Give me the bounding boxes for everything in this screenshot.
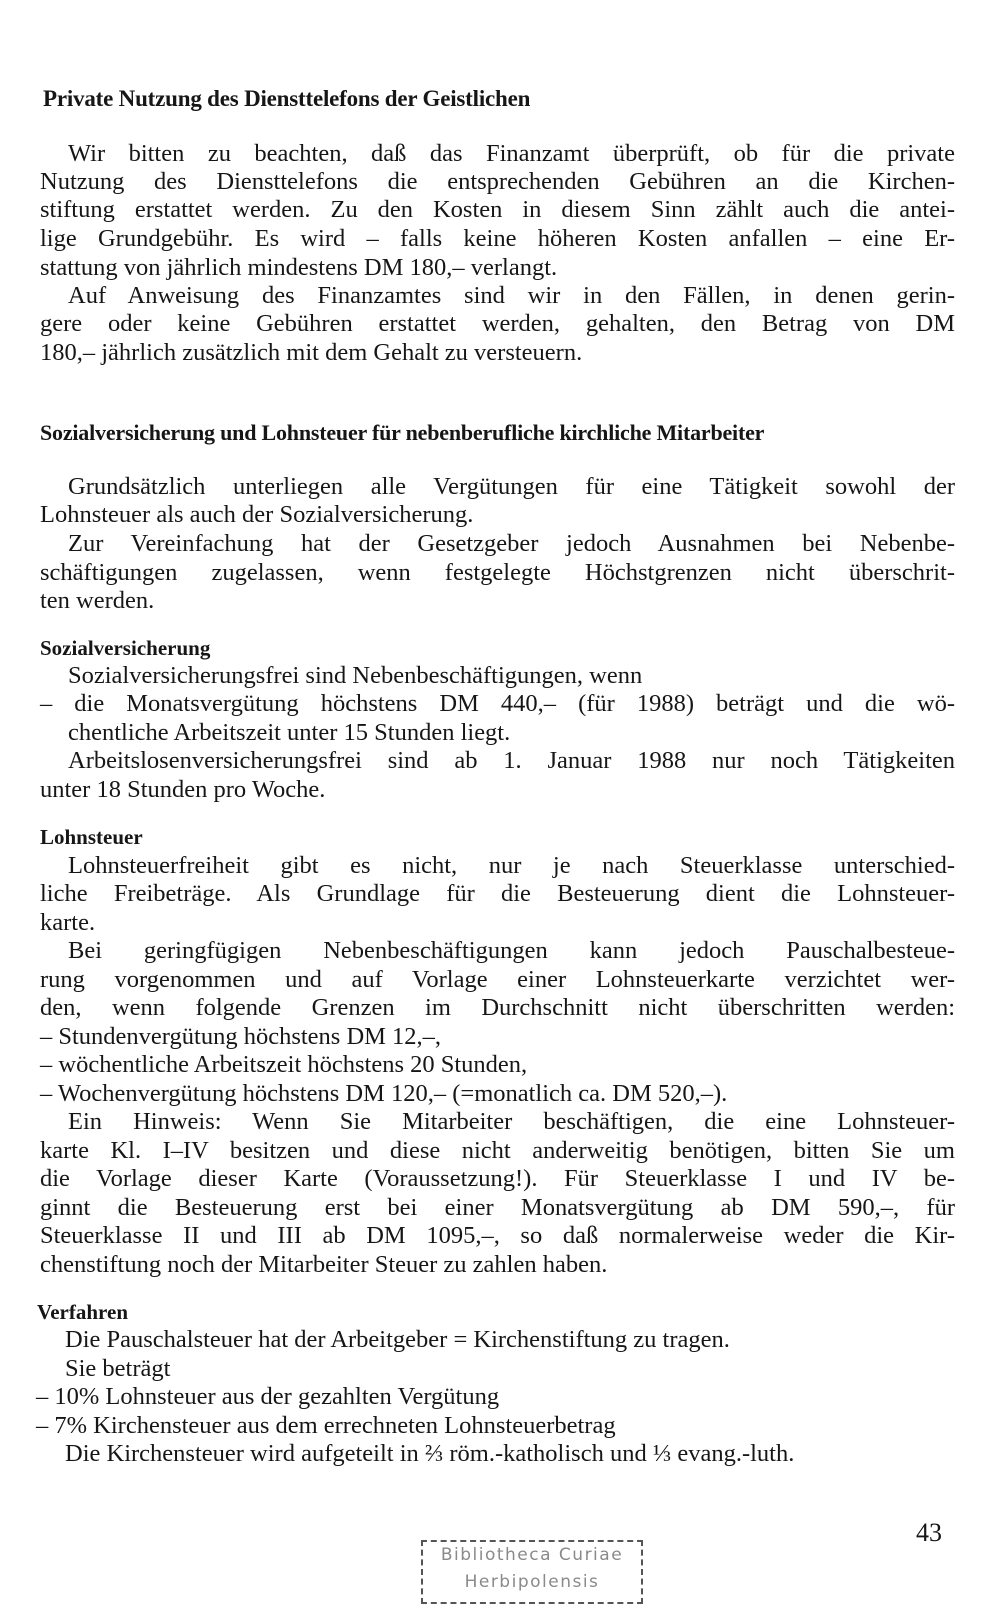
- paragraph-line: – die Monatsvergütung höchstens DM 440,– (für 1988) beträgt und die wö-: [40, 690, 955, 717]
- paragraph-line: Grundsätzlich unterliegen alle Vergütungen für eine Tätigkeit sowohl der: [68, 473, 955, 500]
- list-item: – Wochenvergütung höchstens DM 120,– (=monatlich ca. DM 520,–).: [40, 1080, 728, 1107]
- heading-sozialversicherung-lohnsteuer: Sozialversicherung und Lohnsteuer für nebenberufliche kirchliche Mitarbeiter: [40, 420, 765, 445]
- paragraph-line: lige Grundgebühr. Es wird – falls keine höheren Kosten anfallen – eine Er-: [40, 225, 955, 252]
- paragraph-line: Nutzung des Diensttelefons die entsprechenden Gebühren an die Kirchen-: [40, 168, 955, 195]
- library-stamp: [421, 1540, 643, 1604]
- heading-diensttelefon: Private Nutzung des Diensttelefons der Geistlichen: [43, 86, 531, 111]
- list-item: – 10% Lohnsteuer aus der gezahlten Vergütung: [36, 1383, 500, 1410]
- paragraph-line: chenstiftung noch der Mitarbeiter Steuer zu zahlen haben.: [40, 1251, 608, 1278]
- paragraph-line: 180,– jährlich zusätzlich mit dem Gehalt zu versteuern.: [40, 339, 583, 366]
- list-item: – wöchentliche Arbeitszeit höchstens 20 Stunden,: [40, 1051, 528, 1078]
- paragraph-line: Sozialversicherungsfrei sind Nebenbeschäftigungen, wenn: [68, 662, 643, 689]
- list-item: – Stundenvergütung höchstens DM 12,–,: [40, 1023, 442, 1050]
- paragraph-line: ginnt die Besteuerung erst bei einer Monatsvergütung ab DM 590,–, für: [40, 1194, 955, 1221]
- subheading-sozialversicherung: Sozialversicherung: [40, 636, 211, 660]
- paragraph-line: Steuerklasse II und III ab DM 1095,–, so daß normalerweise weder die Kir-: [40, 1222, 955, 1249]
- paragraph-line: chentliche Arbeitszeit unter 15 Stunden liegt.: [68, 719, 511, 746]
- paragraph-line: Lohnsteuer als auch der Sozialversicherung.: [40, 501, 474, 528]
- paragraph-line: stattung von jährlich mindestens DM 180,– verlangt.: [40, 254, 558, 281]
- stamp-line: Herbipolensis: [464, 1572, 600, 1592]
- paragraph-line: Die Kirchensteuer wird aufgeteilt in ⅔ röm.-katholisch und ⅓ evang.-luth.: [65, 1440, 795, 1467]
- paragraph-line: die Vorlage dieser Karte (Voraussetzung!). Für Steuerklasse I und IV be-: [40, 1165, 955, 1192]
- paragraph-line: Lohnsteuerfreiheit gibt es nicht, nur je nach Steuerklasse unterschied-: [68, 852, 955, 879]
- paragraph-line: Zur Vereinfachung hat der Gesetzgeber jedoch Ausnahmen bei Nebenbe-: [68, 530, 955, 557]
- paragraph-line: karte.: [40, 909, 96, 936]
- paragraph-line: Arbeitslosenversicherungsfrei sind ab 1. Januar 1988 nur noch Tätigkeiten: [68, 747, 955, 774]
- paragraph-line: schäftigungen zugelassen, wenn festgelegte Höchstgrenzen nicht überschrit-: [40, 559, 955, 586]
- paragraph-line: unter 18 Stunden pro Woche.: [40, 776, 326, 803]
- paragraph-line: rung vorgenommen und auf Vorlage einer Lohnsteuerkarte verzichtet wer-: [40, 966, 955, 993]
- paragraph-line: ten werden.: [40, 587, 155, 614]
- paragraph-line: stiftung erstattet werden. Zu den Kosten in diesem Sinn zählt auch die antei-: [40, 196, 955, 223]
- paragraph-line: karte Kl. I–IV besitzen und diese nicht anderweitig benötigen, bitten Sie um: [40, 1137, 955, 1164]
- subheading-verfahren: Verfahren: [37, 1300, 128, 1324]
- paragraph-line: Ein Hinweis: Wenn Sie Mitarbeiter beschäftigen, die eine Lohnsteuer-: [68, 1108, 955, 1135]
- paragraph-line: Wir bitten zu beachten, daß das Finanzamt überprüft, ob für die private: [68, 140, 955, 167]
- subheading-lohnsteuer: Lohnsteuer: [40, 825, 143, 849]
- paragraph-line: den, wenn folgende Grenzen im Durchschnitt nicht überschritten werden:: [40, 994, 955, 1021]
- list-item: – 7% Kirchensteuer aus dem errechneten Lohnsteuerbetrag: [36, 1412, 616, 1439]
- paragraph-line: gere oder keine Gebühren erstattet werden, gehalten, den Betrag von DM: [40, 310, 955, 337]
- stamp-line: Bibliotheca Curiae: [440, 1545, 624, 1565]
- paragraph-line: Auf Anweisung des Finanzamtes sind wir in den Fällen, in denen gerin-: [68, 282, 955, 309]
- paragraph-line: liche Freibeträge. Als Grundlage für die Besteuerung dient die Lohnsteuer-: [40, 880, 955, 907]
- page-number: 43: [916, 1518, 942, 1547]
- paragraph-line: Sie beträgt: [65, 1355, 171, 1382]
- paragraph-line: Die Pauschalsteuer hat der Arbeitgeber = Kirchenstiftung zu tragen.: [65, 1326, 730, 1353]
- document-page: [36, 0, 955, 1622]
- paragraph-line: Bei geringfügigen Nebenbeschäftigungen kann jedoch Pauschalbesteue-: [68, 937, 955, 964]
